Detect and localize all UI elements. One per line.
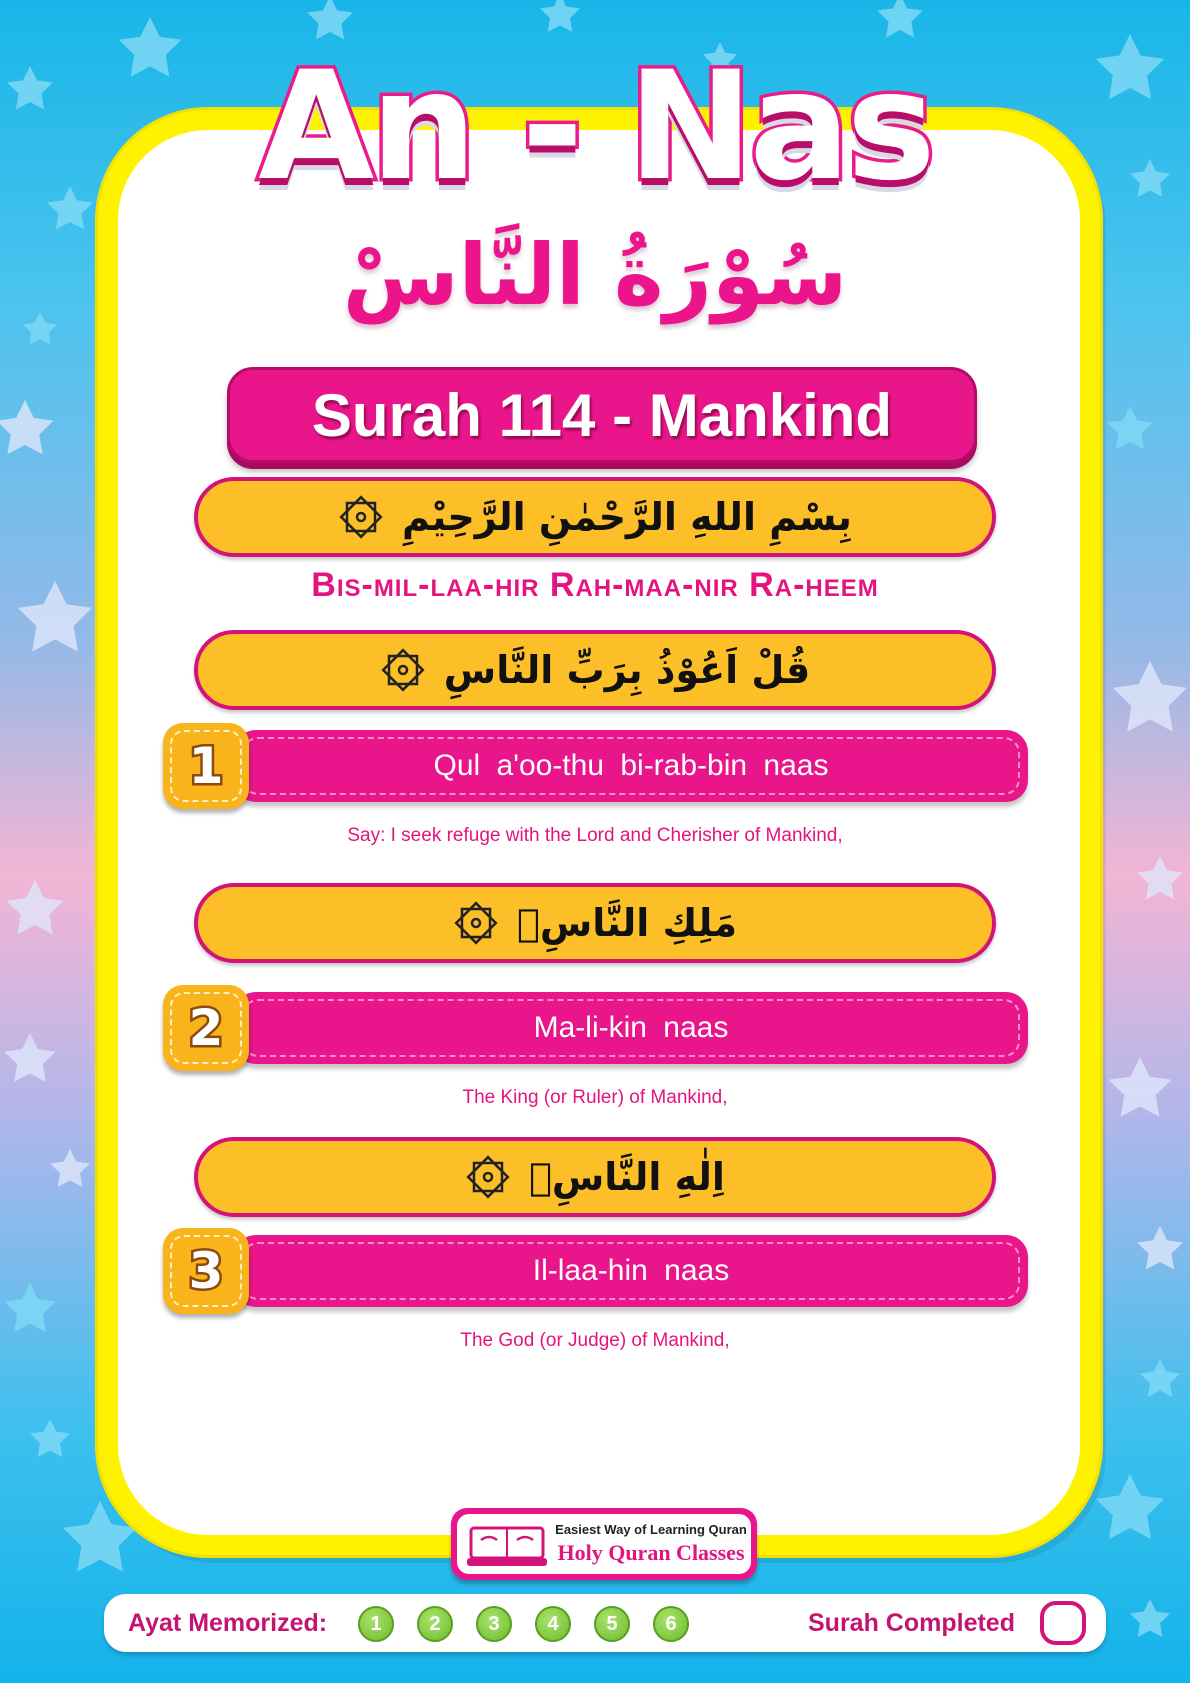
ayah-end-icon (338, 494, 384, 540)
bismillah-transliteration: Bis-mil-laa-hir Rah-maa-nir Ra-heem (311, 566, 879, 604)
page-title: An - Nas (258, 40, 932, 214)
surah-completed-label: Surah Completed (808, 1609, 1015, 1637)
ayah-dot[interactable]: 1 (358, 1606, 394, 1642)
progress-footer (104, 1594, 1106, 1652)
surah-banner: Surah 114 - Mankind (227, 367, 977, 463)
ayah-1-number: 1 (188, 737, 224, 795)
logo-tagline: Easiest Way of Learning Quran (555, 1522, 747, 1537)
ayah-1-transliteration-bar (234, 730, 1028, 802)
ayah-3-number: 3 (188, 1242, 224, 1300)
ayah-3-number-badge (163, 1228, 249, 1314)
ayah-dot[interactable]: 5 (594, 1606, 630, 1642)
ayah-3-translation: The God (or Judge) of Mankind, (460, 1330, 730, 1351)
ayah-dot[interactable]: 6 (653, 1606, 689, 1642)
ayah-1-number-badge (163, 723, 249, 809)
holy-quran-classes-logo (451, 1508, 757, 1580)
surah-completed-checkbox[interactable] (1040, 1601, 1086, 1645)
ayah-end-icon (453, 900, 499, 946)
ayah-1-arabic: قُلْ اَعُوْذُ بِرَبِّ النَّاسِ (443, 648, 811, 692)
ayah-2-transliteration: Ma-li-kin naas (533, 1011, 729, 1044)
ayah-3-arabic: اِلٰهِ النَّاسِۙ (529, 1155, 725, 1199)
ayah-2-translation: The King (or Ruler) of Mankind, (462, 1087, 728, 1108)
ayah-2-arabic-bar (194, 883, 996, 963)
ayah-end-icon (465, 1154, 511, 1200)
ayat-memorized-label: Ayat Memorized: (128, 1609, 328, 1637)
ayah-1-transliteration: Qul a'oo-thu bi-rab-bin naas (433, 749, 829, 782)
ayah-2-arabic: مَلِكِ النَّاسِۙ (517, 901, 737, 945)
ayah-3-transliteration-bar (234, 1235, 1028, 1307)
bismillah-arabic: بِسْمِ اللهِ الرَّحْمٰنِ الرَّحِيْمِ (402, 495, 852, 539)
ayah-2-transliteration-bar (234, 992, 1028, 1064)
ayah-dot[interactable]: 3 (476, 1606, 512, 1642)
ayah-dot[interactable]: 2 (417, 1606, 453, 1642)
arabic-surah-title: سُوْرَةُ النَّاسْ (342, 226, 848, 324)
ayah-1-arabic-bar (194, 630, 996, 710)
ayah-2-number: 2 (188, 999, 224, 1057)
ayah-3-transliteration: Il-laa-hin naas (532, 1254, 730, 1287)
open-quran-icon (467, 1524, 547, 1568)
ayat-memorized-dots (358, 1606, 689, 1642)
logo-name: Holy Quran Classes (557, 1540, 745, 1565)
ayah-dot[interactable]: 4 (535, 1606, 571, 1642)
bismillah-arabic-bar (194, 477, 996, 557)
ayah-1-translation: Say: I seek refuge with the Lord and Cherisher of Mankind, (347, 825, 843, 846)
ayah-3-arabic-bar (194, 1137, 996, 1217)
ayah-end-icon (380, 647, 426, 693)
ayah-2-number-badge (163, 985, 249, 1071)
